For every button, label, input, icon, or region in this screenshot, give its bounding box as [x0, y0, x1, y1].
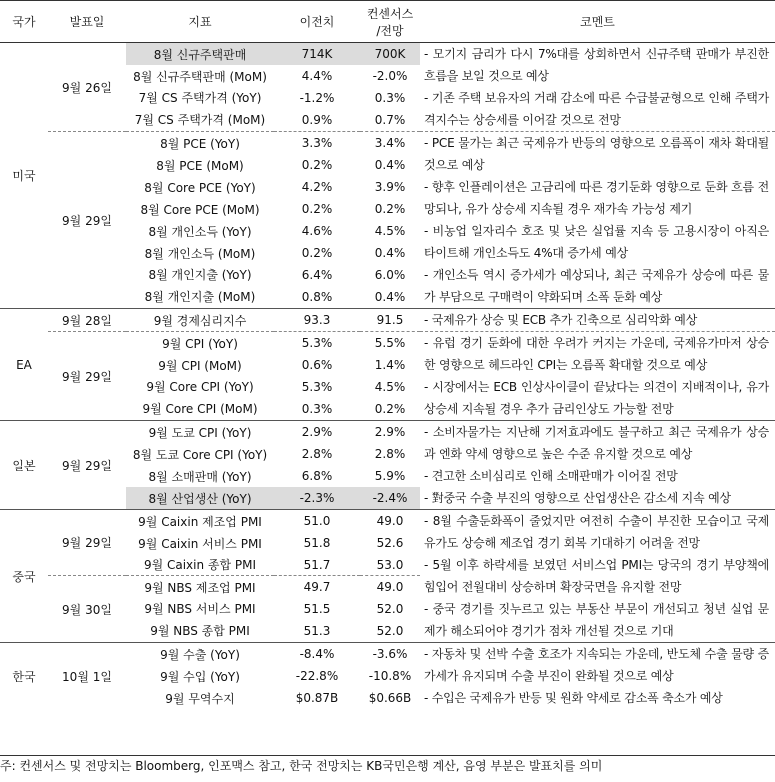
previous-cell: 2.9%	[274, 421, 360, 444]
comment-cell: - 시장에서는 ECB 인상사이클이 끝났다는 의견이 지배적이나, 유가 상승세 지속될 경우 추가 금리인상도 가능할 전망	[424, 380, 769, 416]
consensus-cell: 49.0	[360, 576, 420, 598]
consensus-cell: 2.8%	[374, 447, 406, 461]
table-row	[0, 132, 775, 155]
table-row	[0, 421, 775, 444]
previous-cell: 4.4%	[301, 69, 333, 83]
indicator-cell: 9월 무역수지	[165, 691, 235, 706]
indicator-cell: 8월 개인소득 (MoM)	[144, 246, 256, 261]
indicator-cell: 9월 CPI (YoY)	[126, 332, 274, 355]
indicator-cell: 9월 Core CPI (YoY)	[146, 380, 254, 395]
comment-cell: - 기존 주택 보유자의 거래 감소에 따른 수급불균형으로 인해 주택가격지수는 상승세를 이어갈 것으로 전망	[424, 91, 769, 127]
previous-cell: -8.4%	[274, 643, 360, 666]
consensus-cell: -2.0%	[372, 69, 408, 83]
previous-cell: 51.0	[274, 510, 360, 533]
indicator-cell: 9월 경제심리지수	[126, 309, 274, 332]
consensus-cell: 2.9%	[360, 421, 420, 444]
comment-cell: - 수입은 국제유가 반등 및 원화 약세로 감소폭 축소가 예상	[424, 691, 723, 705]
indicator-cell: 8월 개인지출 (YoY)	[148, 268, 252, 283]
previous-cell: -2.3%	[274, 487, 360, 510]
header-country: 국가	[0, 1, 48, 43]
consensus-cell: 0.2%	[374, 202, 406, 216]
indicator-cell: 7월 CS 주택가격 (YoY)	[138, 91, 262, 106]
consensus-cell: 3.9%	[374, 180, 406, 194]
indicator-cell: 8월 소매판매 (YoY)	[148, 469, 252, 484]
comment-cell: - 對중국 수출 부진의 영향으로 산업생산은 감소세 지속 예상	[424, 491, 731, 505]
indicator-cell: 9월 수입 (YoY)	[160, 669, 240, 684]
previous-cell: 0.2%	[301, 202, 333, 216]
indicator-cell: 8월 PCE (MoM)	[156, 158, 244, 173]
consensus-cell: 52.6	[376, 536, 404, 550]
consensus-cell: 0.2%	[374, 401, 406, 416]
table-bottom-border	[0, 755, 775, 756]
previous-cell: 51.8	[303, 536, 331, 550]
previous-cell: 49.7	[274, 576, 360, 598]
comment-cell: - 중국 경기를 짓누르고 있는 부동산 부문이 개선되고 청년 실업 문제가 해소되어야 경기가 점차 개선될 것으로 기대	[424, 602, 769, 638]
previous-cell: 0.2%	[301, 246, 333, 260]
footnote: 주: 컨센서스 및 전망치는 Bloomberg, 인포맥스 참고, 한국 전망치는 KB국민은행 계산, 음영 부분은 발표치를 의미	[0, 759, 603, 773]
country-cell: 일본	[0, 421, 48, 510]
table-row	[0, 309, 775, 332]
previous-cell: 51.3	[303, 623, 331, 638]
table-row	[0, 643, 775, 666]
consensus-cell: 1.4%	[374, 358, 406, 372]
date-cell: 9월 29일	[48, 510, 126, 576]
header-previous: 이전치	[274, 1, 360, 43]
previous-cell: 0.6%	[301, 358, 333, 372]
previous-cell: 3.3%	[274, 132, 360, 155]
consensus-cell: 700K	[360, 43, 420, 66]
header-date: 발표일	[48, 1, 126, 43]
indicator-cell: 9월 NBS 제조업 PMI	[126, 576, 274, 598]
date-cell: 9월 26일	[48, 43, 126, 132]
consensus-cell: 49.0	[360, 510, 420, 533]
previous-cell: 93.3	[274, 309, 360, 332]
consensus-cell: 4.5%	[374, 224, 406, 238]
indicator-cell: 9월 CPI (MoM)	[158, 358, 242, 373]
consensus-cell: 0.4%	[374, 246, 406, 260]
consensus-cell: 6.0%	[374, 267, 406, 282]
header-indicator: 지표	[126, 1, 274, 43]
indicator-cell: 7월 CS 주택가격 (MoM)	[134, 113, 266, 128]
indicator-cell: 8월 신규주택판매	[126, 43, 274, 66]
table-row	[0, 510, 775, 533]
date-cell: 9월 28일	[48, 309, 126, 332]
previous-cell: 4.2%	[301, 180, 333, 194]
comment-cell: - 유럽 경기 둔화에 대한 우려가 커지는 가운데, 국제유가마저 상승한 영향으로 헤드라인 CPI는 오름폭 확대할 것으로 예상	[420, 332, 775, 377]
previous-cell: 51.7	[303, 557, 331, 572]
table-row	[0, 43, 775, 66]
consensus-cell: $0.66B	[368, 691, 412, 705]
consensus-cell: 52.0	[376, 623, 404, 638]
comment-cell: - 모기지 금리가 다시 7%대를 상회하면서 신규주택 판매가 부진한 흐름을 보일 것으로 예상	[420, 43, 775, 88]
date-cell: 10월 1일	[48, 643, 126, 710]
indicator-cell: 9월 NBS 서비스 PMI	[144, 602, 256, 617]
consensus-cell: 53.0	[376, 557, 404, 572]
consensus-cell: 5.5%	[360, 332, 420, 355]
previous-cell: 0.2%	[301, 158, 333, 172]
comment-cell: - PCE 물가는 최근 국제유가 반등의 영향으로 오름폭이 재차 확대될 것으로 예상	[420, 132, 775, 177]
indicator-cell: 8월 도쿄 Core CPI (YoY)	[132, 447, 268, 462]
indicator-cell: 8월 개인소득 (YoY)	[148, 224, 252, 239]
comment-cell: - 향후 인플레이션은 고금리에 따른 경기둔화 영향으로 둔화 흐름 전망되나, 유가 상승세 지속될 경우 재가속 가능성 제기	[424, 180, 769, 216]
consensus-cell: 0.4%	[374, 158, 406, 172]
previous-cell: 6.4%	[301, 267, 333, 282]
previous-cell: 5.3%	[274, 332, 360, 355]
header-consensus-line2: /전망	[376, 23, 404, 38]
previous-cell: 714K	[274, 43, 360, 66]
consensus-cell: -3.6%	[360, 643, 420, 666]
country-cell: EA	[0, 309, 48, 421]
date-cell: 9월 29일	[48, 421, 126, 510]
indicator-cell: 8월 PCE (YoY)	[126, 132, 274, 155]
date-cell: 9월 30일	[48, 576, 126, 643]
comment-cell: - 견고한 소비심리로 인해 소매판매가 이어질 전망	[424, 469, 678, 483]
indicator-cell: 8월 산업생산 (YoY)	[126, 487, 274, 510]
indicator-cell: 9월 Core CPI (MoM)	[142, 402, 258, 417]
previous-cell: -22.8%	[295, 669, 339, 683]
header-row	[0, 1, 775, 43]
indicator-cell: 9월 도쿄 CPI (YoY)	[126, 421, 274, 444]
previous-cell: 51.5	[303, 601, 331, 616]
indicator-cell: 9월 수출 (YoY)	[126, 643, 274, 666]
previous-cell: -1.2%	[299, 90, 335, 105]
country-cell: 중국	[0, 510, 48, 643]
previous-cell: 2.8%	[301, 447, 333, 461]
header-consensus-line1: 컨센서스	[366, 6, 414, 21]
consensus-cell: 52.0	[376, 601, 404, 616]
comment-cell: - 소비자물가는 지난해 기저효과에도 불구하고 최근 국제유가 상승과 엔화 약세 영향으로 높은 수준 유지할 것으로 예상	[420, 421, 775, 466]
date-cell: 9월 29일	[48, 332, 126, 421]
header-comment: 코멘트	[420, 1, 775, 43]
previous-cell: 0.3%	[301, 401, 333, 416]
consensus-cell: 91.5	[360, 309, 420, 332]
consensus-cell: 0.4%	[374, 289, 406, 304]
comment-cell: - 개인소득 역시 증가세가 예상되나, 최근 국제유가 상승에 따른 물가 부담으로 구매력이 약화되며 소폭 둔화 예상	[424, 268, 769, 304]
comment-cell: - 비농업 일자리수 호조 및 낮은 실업률 지속 등 고용시장이 아직은 타이트해 개인소득도 4%대 증가세 예상	[424, 224, 769, 260]
table-row	[0, 332, 775, 355]
comment-cell: - 5월 이후 하락세를 보였던 서비스업 PMI는 당국의 경기 부양책에 힘입어 전월대비 상승하며 확장국면을 유지할 전망	[424, 558, 769, 594]
indicator-cell: 8월 개인지출 (MoM)	[144, 290, 256, 305]
consensus-cell: 0.7%	[374, 112, 406, 127]
table-body	[0, 43, 775, 710]
indicator-cell: 9월 Caixin 서비스 PMI	[138, 536, 262, 551]
consensus-cell: -10.8%	[368, 669, 412, 683]
country-cell: 미국	[0, 43, 48, 309]
consensus-cell: -2.4%	[360, 487, 420, 510]
date-cell: 9월 29일	[48, 132, 126, 309]
previous-cell: 6.8%	[301, 469, 333, 483]
previous-cell: 0.8%	[301, 289, 333, 304]
country-cell: 한국	[0, 643, 48, 710]
consensus-cell: 0.3%	[374, 90, 406, 105]
consensus-cell: 3.4%	[360, 132, 420, 155]
indicator-cell: 9월 NBS 종합 PMI	[150, 624, 250, 639]
indicator-cell: 8월 Core PCE (MoM)	[140, 202, 260, 217]
previous-cell: $0.87B	[295, 691, 339, 705]
comment-cell: - 국제유가 상승 및 ECB 추가 긴축으로 심리악화 예상	[420, 309, 775, 332]
previous-cell: 5.3%	[301, 379, 333, 394]
header-consensus	[360, 1, 420, 43]
indicator-cell: 9월 Caixin 종합 PMI	[143, 558, 257, 573]
indicator-cell: 8월 Core PCE (YoY)	[144, 180, 256, 195]
consensus-cell: 4.5%	[374, 379, 406, 394]
previous-cell: 0.9%	[301, 112, 333, 127]
consensus-cell: 5.9%	[374, 469, 406, 483]
comment-cell: - 8월 수출둔화폭이 줄었지만 여전히 수출이 부진한 모습이고 국제유가도 상승해 제조업 경기 회복 기대하기 어려울 전망	[420, 510, 775, 555]
comment-cell: - 자동차 및 선박 수출 호조가 지속되는 가운데, 반도체 수출 물량 증가세가 유지되며 수출 부진이 완화될 것으로 예상	[420, 643, 775, 688]
indicator-cell: 8월 신규주택판매 (MoM)	[133, 69, 267, 84]
indicator-cell: 9월 Caixin 제조업 PMI	[126, 510, 274, 533]
previous-cell: 4.6%	[301, 224, 333, 238]
